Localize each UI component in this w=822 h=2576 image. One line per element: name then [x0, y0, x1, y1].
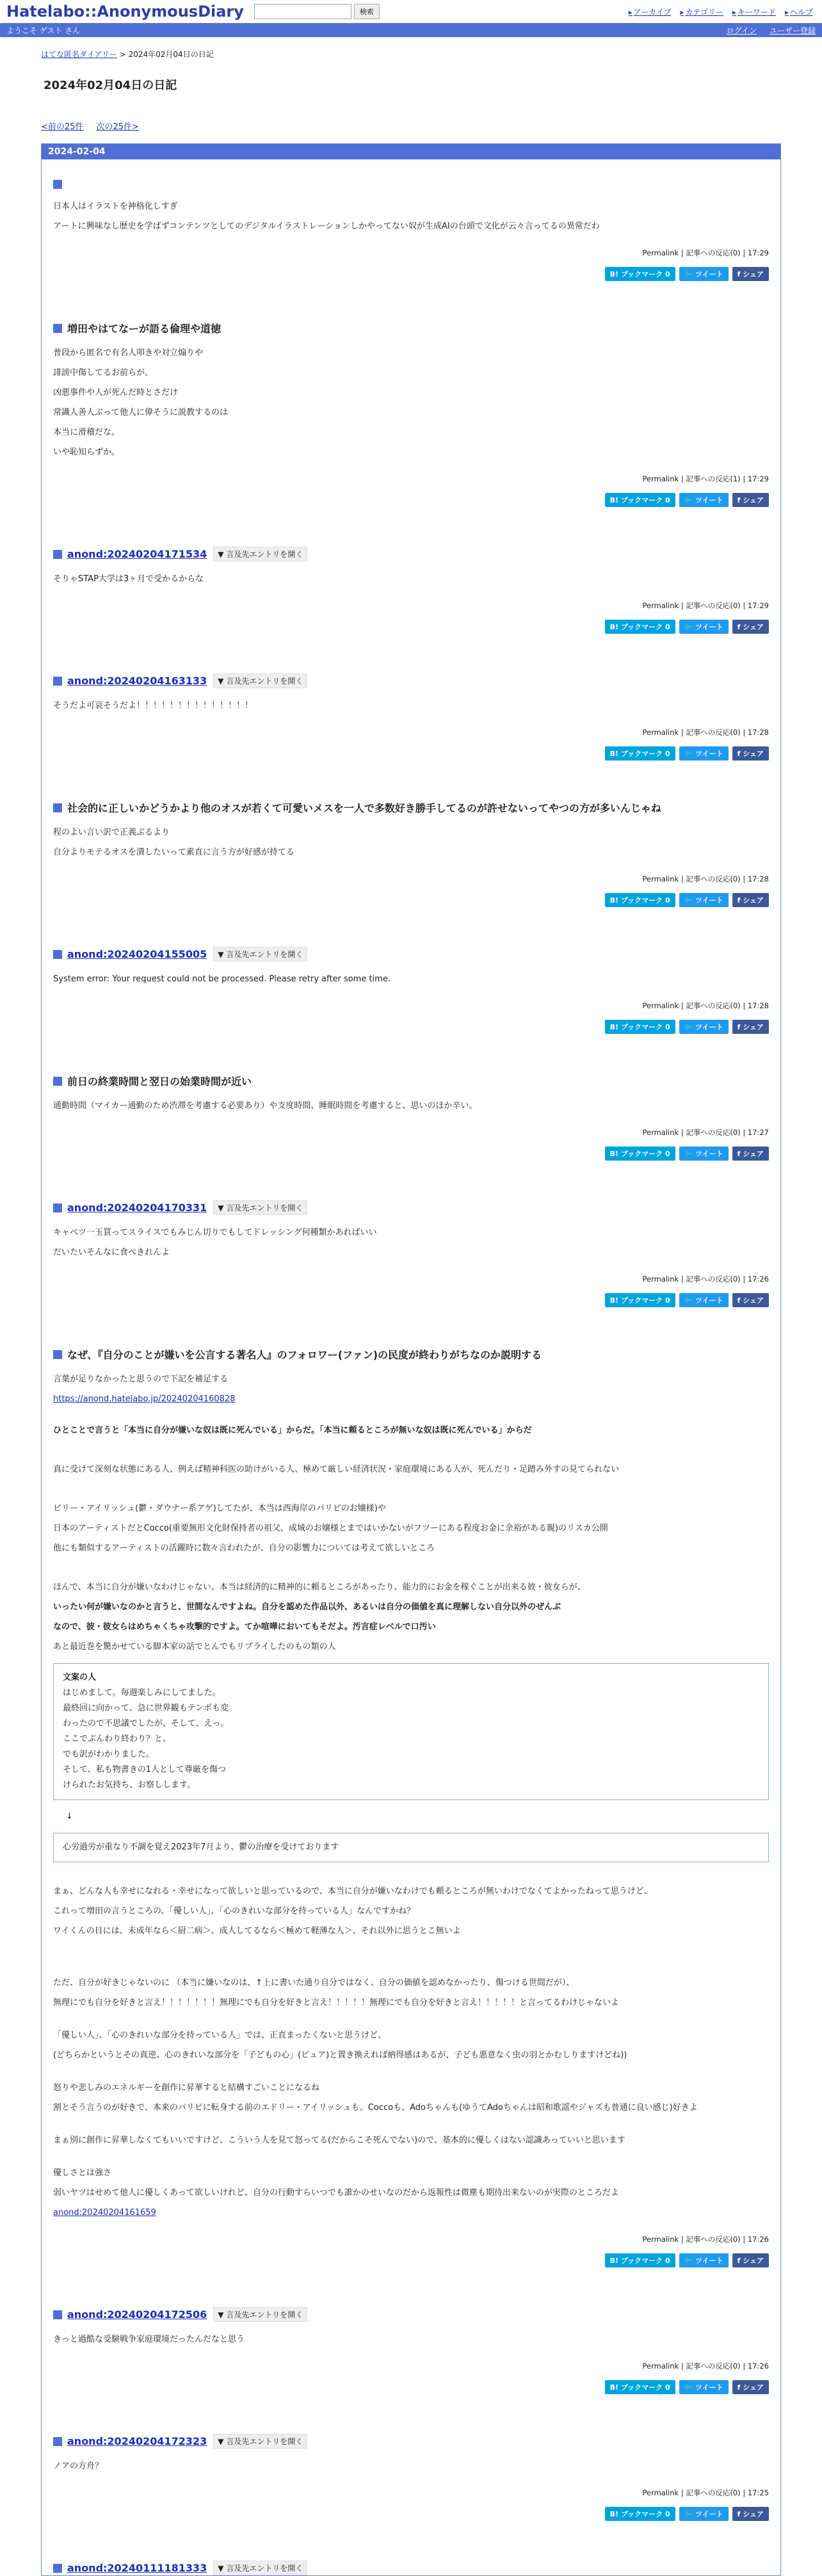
entry-title-text: 社会的に正しいかどうかより他のオスが若くて可愛いメスを一人で多数好き勝手してるのが許せないってやつの方が多いんじゃね	[67, 802, 661, 814]
entry-title-link[interactable]: anond:20240204172323	[67, 2435, 207, 2447]
main-content	[41, 49, 781, 2576]
entry-title	[53, 1074, 769, 1088]
entry	[42, 2413, 780, 2540]
tweet-button[interactable]: 🐦 ツイート	[679, 267, 729, 281]
body-line: いったい何が嫌いなのかと言うと、世間なんですよね。自分を認めた作品以外、あるいは自分の価値を真に理解しない自分以外のぜんぶ	[53, 1602, 561, 1612]
entry-meta[interactable]: Permalink | 記事への反応(0) | 17:26	[642, 2362, 769, 2371]
body-line: (どちらかというとその真逆、心のきれいな部分を「子どもの心」(ピュア)と置き換えれば納得感はあるが、子ども悪意なく虫の羽とかむしりますけどね))	[53, 2050, 627, 2060]
breadcrumb	[41, 49, 781, 60]
facebook-share-button[interactable]: f シェア	[732, 893, 769, 907]
facebook-share-button[interactable]: f シェア	[732, 2380, 769, 2394]
day-header: 2024-02-04	[42, 144, 780, 159]
facebook-share-button[interactable]: f シェア	[732, 267, 769, 281]
entry-title	[53, 800, 769, 815]
entry-title-link[interactable]: anond:20240204163133	[67, 675, 207, 687]
body-line: 怒りや悲しみのエネルギーを創作に昇華すると結構すごいことになるね	[53, 2083, 320, 2093]
facebook-share-button[interactable]: f シェア	[732, 620, 769, 634]
share-bar	[53, 620, 769, 653]
entry-meta[interactable]: Permalink | 記事への反応(0) | 17:27	[642, 1128, 769, 1137]
body-line: ほんで、本当に自分が嫌いなわけじゃない、本当は経済的に精神的に頼るところがあったり、能力的にお金を稼ぐことが出来る彼・彼女らが、	[53, 1582, 586, 1592]
site-logo[interactable]: Hatelabo::AnonymousDiary	[6, 3, 244, 20]
body-line: そりゃSTAP大学は3ヶ月で受かるからな	[53, 574, 204, 584]
prev-page-link[interactable]: <前の25件	[41, 122, 84, 132]
breadcrumb-sep: >	[117, 50, 129, 59]
share-bar	[53, 893, 769, 926]
body-line: ワイくんの目には、未成年なら＜厨二病＞、成人してるなら＜極めて軽薄な人＞、それ以外に思うとこ無いよ	[53, 1926, 461, 1936]
entry	[42, 300, 780, 526]
entry-meta[interactable]: Permalink | 記事への反応(0) | 17:25	[642, 2488, 769, 2497]
hatena-bookmark-button[interactable]: B! ブックマーク 0	[605, 2507, 675, 2521]
square-icon	[53, 2437, 62, 2446]
entry-title	[53, 180, 769, 189]
body-line: キャベツ一玉買ってスライスでもみじん切りでもしてドレッシング何種類かあればいい	[53, 1228, 377, 1237]
entry-body	[53, 2456, 769, 2476]
quote-title: 文案の人	[63, 1673, 97, 1682]
entry-meta[interactable]: Permalink | 記事への反応(0) | 17:28	[642, 728, 769, 737]
body-line: 日本人はイラストを神格化しすぎ	[53, 202, 178, 211]
hatena-bookmark-button[interactable]: B! ブックマーク 0	[605, 746, 675, 761]
entry-meta[interactable]: Permalink | 記事への反応(0) | 17:29	[642, 248, 769, 257]
body-line: これって増田の言うところの、「優しい人」、「心のきれいな部分を持っている人」なんですかね？	[53, 1906, 415, 1916]
entry-title	[53, 1200, 769, 1215]
tweet-button[interactable]: 🐦 ツイート	[679, 746, 729, 761]
breadcrumb-current: 2024年02月04日の日記	[128, 50, 214, 59]
entry-body	[53, 696, 769, 716]
entry-body	[53, 197, 769, 236]
facebook-share-button[interactable]: f シェア	[732, 1147, 769, 1161]
body-line: 言葉が足りなかったと思うので下記を補足する	[53, 1374, 229, 1384]
body-line: 「優しい人」、「心のきれいな部分を持っている人」では、正直まったくないと思うけど、	[53, 2031, 387, 2040]
open-reference-button[interactable]: ▼ 言及先エントリを開く	[213, 673, 307, 688]
quote-box	[53, 1663, 769, 1800]
entry-meta[interactable]: Permalink | 記事への反応(0) | 17:29	[642, 601, 769, 610]
body-line: でも訳がわかりました。	[63, 1750, 155, 1759]
entry-body	[53, 569, 769, 589]
breadcrumb-root[interactable]: はてな匿名ダイアリー	[41, 50, 117, 59]
entry-title-link[interactable]: anond:20240204171534	[67, 548, 207, 560]
entry-meta[interactable]: Permalink | 記事への反応(1) | 17:29	[642, 474, 769, 483]
entry-title-link[interactable]: anond:20240204172506	[67, 2308, 207, 2321]
square-icon	[53, 2564, 62, 2573]
body-line: まぁ、どんな人も幸せになれる・幸せになって欲しいと思っているので、本当に自分が嫌いなわけでも頼るところが無いわけでなくてよかったねって思うけど、	[53, 1887, 652, 1896]
entry-title-link[interactable]: anond:20240204170331	[67, 1202, 207, 1214]
hatena-bookmark-button[interactable]: B! ブックマーク 0	[605, 1020, 675, 1034]
tweet-button[interactable]: 🐦 ツイート	[679, 1020, 729, 1034]
body-line: 優しさとは強さ	[53, 2168, 112, 2178]
entry	[42, 2287, 780, 2413]
body-line: 程のよい言い訳で正義ぶるより	[53, 828, 170, 837]
body-line: いや恥知らずか。	[53, 447, 120, 457]
share-bar	[53, 2380, 769, 2413]
category-link[interactable]: ▸ カテゴリー	[680, 6, 723, 17]
tweet-button[interactable]: 🐦 ツイート	[679, 893, 729, 907]
facebook-share-button[interactable]: f シェア	[732, 2253, 769, 2267]
facebook-share-button[interactable]: f シェア	[732, 1020, 769, 1034]
page-title: 2024年02月04日の日記	[44, 79, 177, 92]
arrow-text: ↓	[66, 1812, 73, 1821]
quote-text: 心労過労が重なり不調を覚え2023年7月より、鬱の治療を受けております	[63, 1842, 339, 1852]
body-line: 割とそう言うのが好きで、本来のパリピに転身する前のエドリー・アイリッシュも、Coccoも、Adoちゃんも(ゆうてAdoちゃんは昭和歌謡やジャズも普通に良い感じ)好きよ	[53, 2103, 698, 2113]
tweet-button[interactable]: 🐦 ツイート	[679, 620, 729, 634]
search-button[interactable]: 検索	[354, 4, 380, 19]
entry-meta[interactable]: Permalink | 記事への反応(0) | 17:26	[642, 1275, 769, 1284]
quote-box-2	[53, 1833, 769, 1862]
open-reference-button[interactable]: ▼ 言及先エントリを開く	[213, 2307, 307, 2322]
body-link[interactable]: https://anond.hatelabo.jp/20240204160828	[53, 1394, 236, 1404]
entry-title-text: 増田やはてなーが語る倫理や道徳	[67, 323, 222, 335]
pager	[41, 120, 781, 132]
hatena-bookmark-button[interactable]: B! ブックマーク 0	[605, 493, 675, 507]
tweet-button[interactable]: 🐦 ツイート	[679, 2253, 729, 2267]
body-line: 本当に滑稽だな。	[53, 428, 120, 437]
square-icon	[53, 180, 62, 189]
share-bar	[53, 1293, 769, 1326]
tweet-button[interactable]: 🐦 ツイート	[679, 2380, 729, 2394]
body-line: アートに興味なし歴史を学ばずコンテンツとしてのデジタルイラストレーションしかやってない奴が生成AIの台頭で文化が云々言ってるの異常だわ	[53, 221, 600, 231]
entry-title	[53, 1347, 769, 1362]
body-line: はじめまして。毎週楽しみにしてました。	[63, 1688, 221, 1698]
body-line: 通勤時間（マイカー通勤のため渋滞を考慮する必要あり）や支度時間、睡眠時間を考慮すると、思いのほか辛い。	[53, 1101, 478, 1111]
entry-title	[53, 673, 769, 688]
tweet-button[interactable]: 🐦 ツイート	[679, 1293, 729, 1307]
entry	[42, 926, 780, 1053]
body-line: 最終回に向かって、急に世界観もテンポも変	[63, 1703, 229, 1713]
facebook-share-button[interactable]: f シェア	[732, 493, 769, 507]
body-line: 他にも類似するアーティストの活躍時に数々言われたが、自分の影響力については考えて欲しいところ	[53, 1543, 435, 1553]
archive-link[interactable]: ▸ アーカイブ	[629, 6, 672, 17]
open-reference-button[interactable]: ▼ 言及先エントリを開く	[213, 1200, 307, 1215]
body-line: 誹謗中傷してるお前らが、	[53, 368, 154, 378]
open-reference-button[interactable]: ▼ 言及先エントリを開く	[213, 947, 307, 962]
share-bar	[53, 1020, 769, 1053]
entry-body	[53, 343, 769, 462]
entry-body	[53, 1096, 769, 1116]
square-icon	[53, 324, 62, 333]
body-line: 弱いヤツはせめて他人に優しくあって欲しいけれど、自分の行動すらいつでも誰かのせいなのだから返報性は微塵も期待出来ないのが実際のところだよ	[53, 2188, 619, 2198]
entry	[42, 1053, 780, 1180]
entry-title	[53, 2434, 769, 2449]
body-line: 真に受けて深刻な状態にある人、例えば精神科医の助けがいる人、極めて厳しい経済状況・家庭環境にある人が、死んだり・足踏み外すの見てられない	[53, 1465, 620, 1474]
square-icon	[53, 550, 62, 559]
entry-meta[interactable]: Permalink | 記事への反応(0) | 17:26	[642, 2235, 769, 2244]
site-header	[0, 0, 822, 23]
hatena-bookmark-button[interactable]: B! ブックマーク 0	[605, 1147, 675, 1161]
top-links	[629, 6, 813, 17]
entry-body	[53, 2330, 769, 2349]
entry-title	[53, 947, 769, 962]
entry	[42, 653, 780, 780]
body-line: 日本のアーティストだとCocco(重要無形文化財保持者の祖父、成城のお嬢様とまではいかないがフツーにある程度お金に余裕がある親)のリスカ公開	[53, 1524, 608, 1533]
share-bar	[53, 746, 769, 780]
search-input[interactable]	[254, 4, 351, 19]
share-bar	[53, 1147, 769, 1180]
share-bar	[53, 2507, 769, 2540]
square-icon	[53, 2310, 62, 2319]
entry-title	[53, 547, 769, 561]
hatena-bookmark-button[interactable]: B! ブックマーク 0	[605, 1293, 675, 1307]
body-line: 普段から匿名で有名人叩きや対立煽りや	[53, 348, 204, 358]
entry	[42, 1326, 780, 2287]
square-icon	[53, 1350, 62, 1359]
body-line: 凶悪事件や人が死んだ時とさだけ	[53, 388, 179, 398]
entry	[42, 1180, 780, 1326]
body-line: 常識人善人ぶって他人に偉そうに説教するのは	[53, 408, 229, 417]
square-icon	[53, 677, 62, 686]
body-link[interactable]: anond:20240204161659	[53, 2208, 156, 2218]
entry-meta[interactable]: Permalink | 記事への反応(0) | 17:28	[642, 1001, 769, 1010]
body-line: だいたいそんなに食べきれんよ	[53, 1248, 170, 1257]
hatena-bookmark-button[interactable]: B! ブックマーク 0	[605, 2380, 675, 2394]
body-line: ここでぷんわり終わり？と。	[63, 1734, 172, 1744]
square-icon	[53, 1203, 62, 1212]
hatena-bookmark-button[interactable]: B! ブックマーク 0	[605, 267, 675, 281]
entry-body	[53, 823, 769, 862]
entry-title	[53, 321, 769, 335]
entry-title-link[interactable]: anond:20240204155005	[67, 948, 207, 960]
body-line: ノアの方舟？	[53, 2461, 104, 2471]
facebook-share-button[interactable]: f シェア	[732, 1293, 769, 1307]
body-line: そして、私も物書きの1人として尊厳を傷つ	[63, 1765, 227, 1775]
share-bar	[53, 267, 769, 300]
body-line: ただ、自分が好きじゃないのに （本当に嫌いなのは、↑上に書いた通り自分ではなく、自分の価値を認めなかったり、傷つける世間だが）、	[53, 1978, 575, 1988]
body-line: 無理にでも自分を好きと言え！！！！！！！無理にでも自分を好きと言え！！！！！無理にでも自分を好きと言え！！！！！と言ってるわけじゃないよ	[53, 1998, 620, 2008]
entry	[42, 780, 780, 926]
body-line: あと最近巻を驚かせている脚本家の話でとんでもリプライしたのもの類の人	[53, 1642, 336, 1652]
body-line: 自分よりモテるオスを潰したいって素直に言う方が好感が持てる	[53, 848, 294, 857]
tweet-button[interactable]: 🐦 ツイート	[679, 1147, 729, 1161]
share-bar	[53, 493, 769, 526]
body-line: ひとことで言うと「本当に自分が嫌いな奴は既に死んでいる」からだ。「本当に頼るところが無いな奴は既に死んでいる」からだ	[53, 1426, 532, 1435]
facebook-share-button[interactable]: f シェア	[732, 746, 769, 761]
body-line: けられたお気持ち、お察しします。	[63, 1780, 195, 1790]
next-page-link[interactable]: 次の25件>	[96, 122, 139, 132]
welcome-text: ようこそ ゲスト さん	[6, 26, 81, 35]
entry-body	[53, 969, 769, 989]
login-link[interactable]: ログイン	[726, 26, 757, 35]
share-bar	[53, 2253, 769, 2287]
entry-title	[53, 2561, 769, 2575]
body-line: わったので不思議でしたが、そして、えっ。	[63, 1719, 229, 1728]
help-link[interactable]: ▸ ヘルプ	[785, 6, 813, 17]
entry-title-link[interactable]: anond:20240111181333	[67, 2562, 207, 2574]
body-line: ビリー・アイリッシュ(鬱・ダウナー系アゲ)してたが、本当は西海岸のパリピのお嬢様)や	[53, 1504, 386, 1513]
hatena-bookmark-button[interactable]: B! ブックマーク 0	[605, 2253, 675, 2267]
open-reference-button[interactable]: ▼ 言及先エントリを開く	[213, 547, 307, 561]
user-bar	[0, 23, 822, 37]
entry	[42, 2540, 780, 2575]
hatena-bookmark-button[interactable]: B! ブックマーク 0	[605, 893, 675, 907]
body-line: まぁ別に創作に昇華しなくてもいいですけど、こういう人を見て怒ってる(だからこそ死んでない)ので、基本的に優しくはない認識あっていいと思います	[53, 2136, 625, 2145]
day-box	[41, 143, 781, 2576]
entry	[42, 526, 780, 653]
square-icon	[53, 803, 62, 812]
square-icon	[53, 950, 62, 959]
keyword-link[interactable]: ▸ キーワード	[732, 6, 776, 17]
body-line: そうだよ可哀そうだよ！！！！！！！！！！！！！！	[53, 701, 254, 711]
tweet-button[interactable]: 🐦 ツイート	[679, 493, 729, 507]
tweet-button[interactable]: 🐦 ツイート	[679, 2507, 729, 2521]
register-link[interactable]: ユーザー登録	[769, 26, 816, 35]
open-reference-button[interactable]: ▼ 言及先エントリを開く	[213, 2434, 307, 2449]
entry-body	[53, 1369, 769, 2223]
square-icon	[53, 1077, 62, 1086]
hatena-bookmark-button[interactable]: B! ブックマーク 0	[605, 620, 675, 634]
body-line: System error: Your request could not be processed. Please retry after some time.	[53, 974, 391, 984]
entry-title	[53, 2307, 769, 2322]
entry	[42, 159, 780, 300]
entry-title-text: なぜ、『自分のことが嫌いを公言する著名人』のフォロワー(ファン)の民度が終わりがちなのか説明する	[67, 1349, 542, 1361]
body-line: きっと過酷な受験戦争家庭環境だったんだなと思う	[53, 2335, 245, 2344]
open-reference-button[interactable]: ▼ 言及先エントリを開く	[213, 2561, 307, 2575]
facebook-share-button[interactable]: f シェア	[732, 2507, 769, 2521]
entry-title-text: 前日の終業時間と翌日の始業時間が近い	[67, 1075, 252, 1088]
body-line: なので、彼・彼女らはめちゃくちゃ攻撃的ですよ。てか喧嘩においてもそだよ。汚言症レベルで口汚い	[53, 1622, 436, 1632]
entry-meta[interactable]: Permalink | 記事への反応(0) | 17:28	[642, 874, 769, 883]
entry-body	[53, 1223, 769, 1262]
